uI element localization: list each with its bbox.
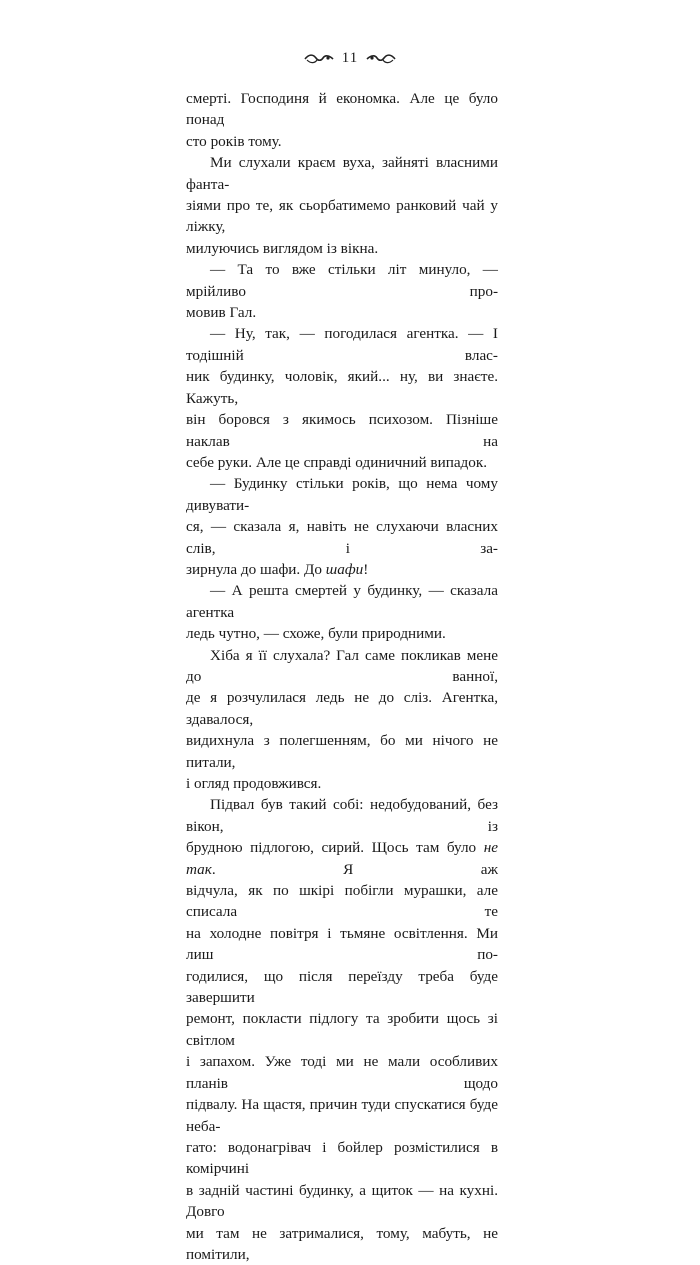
text-line: ледь чутно, — схоже, були природними. — [186, 625, 446, 643]
text-line: — А решта смертей у будинку, — сказала агентка — [186, 582, 498, 621]
text-line: — Ну, так, — погодилася агентка. — І тодішній влас- — [186, 325, 498, 364]
text-line: ся, — сказала я, навіть не слухаючи власних слів, і за- — [186, 518, 498, 557]
text-line: ремонт, покласти підлогу та зробити щось зі світлом — [186, 1010, 498, 1049]
text-line: — Будинку стільки років, що нема чому дивувати- — [186, 475, 498, 514]
body-text — [186, 88, 498, 1265]
text-line — [186, 837, 498, 880]
text-line: видихнула з полегшенням, бо ми нічого не питали, — [186, 732, 498, 771]
text-line: зіями про те, як сьорбатимемо ранковий чай у ліжку, — [186, 197, 498, 236]
text-line: Підвал був такий собі: недобудований, без вікон, із — [186, 796, 498, 835]
text-line: він боровся з якимось психозом. Пізніше наклав на — [186, 411, 498, 450]
text-line: де я розчулилася ледь не до сліз. Агентка, здавалося, — [186, 689, 498, 728]
text-line: Ми слухали краєм вуха, зайняті власними фанта- — [186, 154, 498, 193]
text-segment: ! — [363, 560, 369, 578]
text-line: смерті. Господиня й економка. Але це було понад — [186, 90, 498, 129]
running-header — [0, 50, 700, 67]
text-line: Хіба я її слухала? Гал саме покликав мене до ванної, — [186, 646, 498, 685]
text-line: в задній частині будинку, а щиток — на кухні. Довго — [186, 1181, 498, 1221]
text-line: відчула, як по шкірі побігли мурашки, але списала те — [186, 882, 498, 921]
text-line: ник будинку, чоловік, який... ну, ви знаєте. Кажуть, — [186, 368, 498, 407]
text-line: на холодне повітря і тьмяне освітлення. Ми лиш по- — [186, 924, 498, 964]
text-line: підвалу. На щастя, причин туди спускатися буде неба- — [186, 1096, 498, 1135]
page-number: 11 — [341, 50, 359, 66]
flourish-ornament-left-icon — [304, 53, 334, 65]
emphasis-text: шафи — [325, 560, 364, 578]
text-line: гато: водонагрівач і бойлер розмістилися в комірчині — [186, 1138, 498, 1178]
text-segment: . Я аж — [211, 860, 498, 878]
text-line: і огляд продовжився. — [186, 775, 322, 792]
text-line: ми там не затрималися, тому, мабуть, не помітили, — [186, 1224, 498, 1263]
text-line: сто років тому. — [186, 132, 282, 150]
text-line: себе руки. Але це справді одиничний випадок. — [186, 453, 488, 471]
text-line: мовив Гал. — [186, 304, 257, 322]
text-segment: брудною підлогою, сирий. Щось там було — [186, 839, 484, 857]
text-line: і запахом. Уже тоді ми не мали особливих планів щодо — [186, 1053, 498, 1092]
emphasis-text: не так — [186, 839, 498, 878]
flourish-ornament-right-icon — [366, 53, 396, 65]
text-segment: зирнула до шафи. До — [186, 560, 326, 578]
text-line: годилися, що після переїзду треба буде завершити — [186, 967, 498, 1007]
text-line: — Та то вже стільки літ минуло, — мрійливо про- — [186, 261, 498, 300]
text-line — [186, 559, 498, 580]
text-line: милуючись виглядом із вікна. — [186, 239, 379, 257]
